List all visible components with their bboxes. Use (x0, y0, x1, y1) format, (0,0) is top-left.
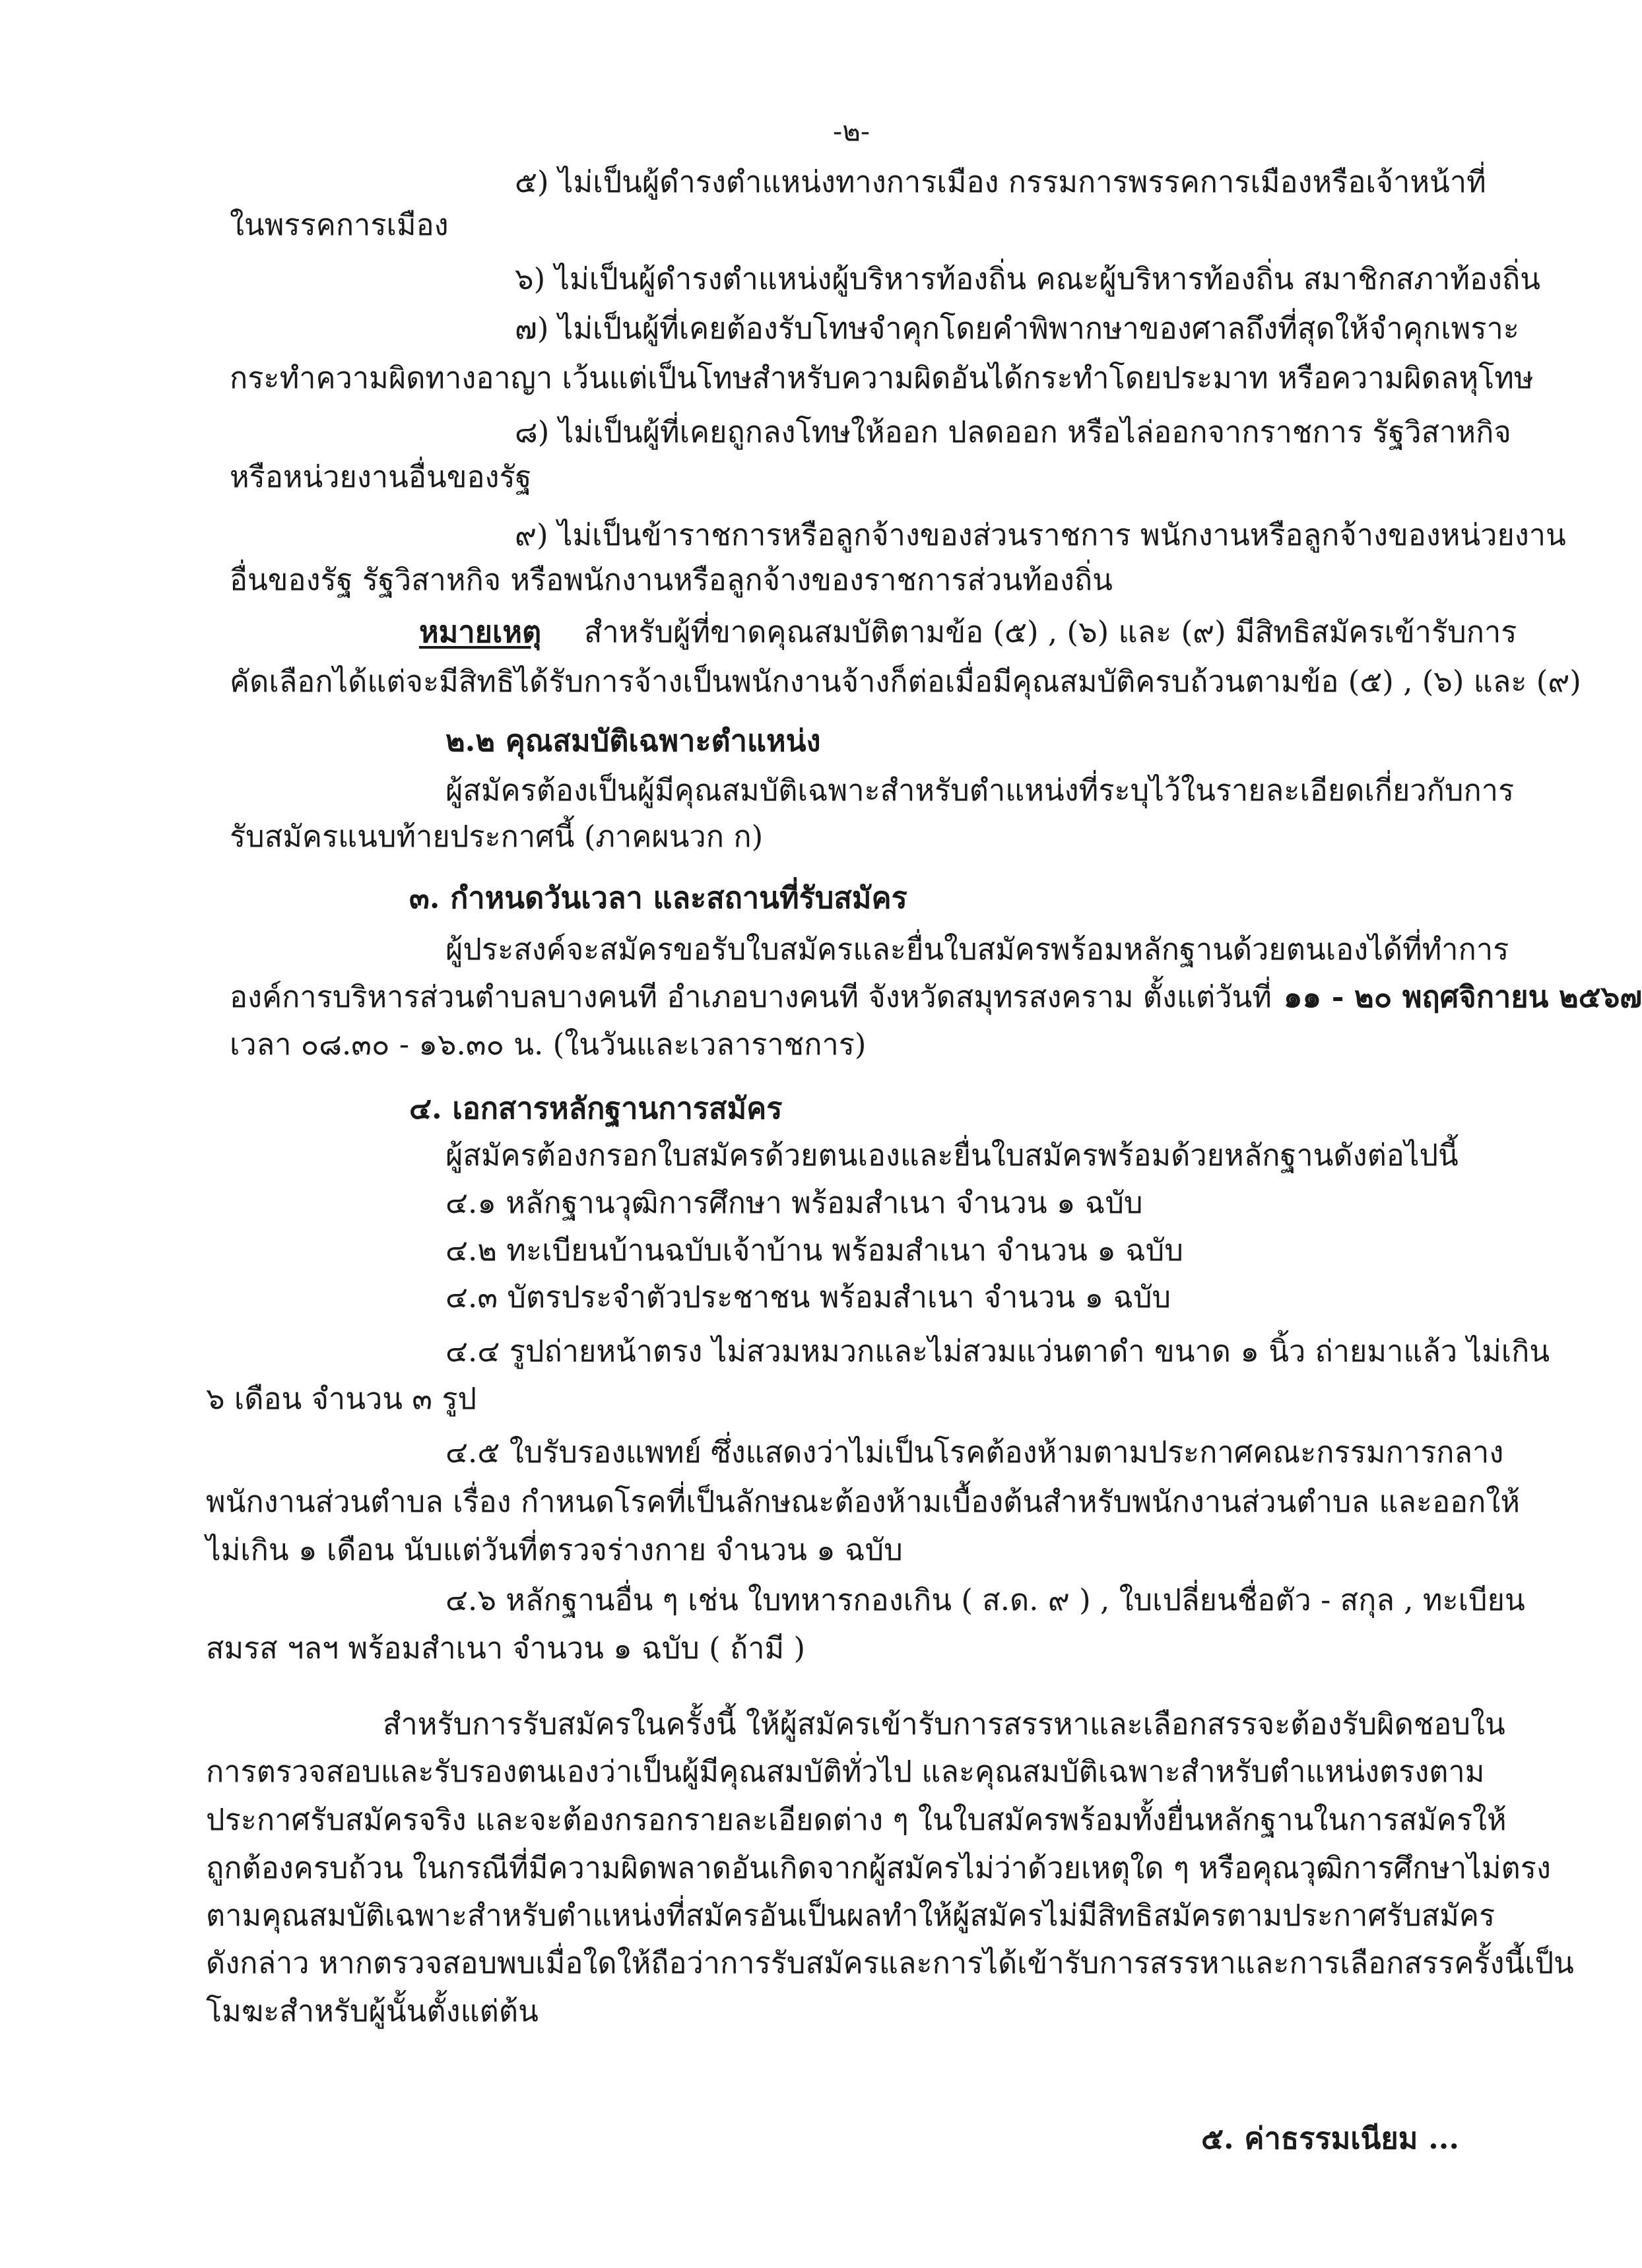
section-4-heading: ๔. เอกสารหลักฐานการสมัคร (409, 1091, 783, 1126)
qualification-item-9-line-1: ๙) ไม่เป็นข้าราชการหรือลูกจ้างของส่วนราชการ พนักงานหรือลูกจ้างของหน่วยงาน (515, 517, 1566, 552)
section-3-line-2 (230, 979, 1642, 1014)
note-line-1: สำหรับผู้ที่ขาดคุณสมบัติตามข้อ (๕) , (๖) และ (๙) มีสิทธิสมัครเข้ารับการ (584, 614, 1517, 649)
closing-line-4: ถูกต้องครบถ้วน ในกรณีที่มีความผิดพลาดอันเกิดจากผู้สมัครไม่ว่าด้วยเหตุใด ๆ หรือคุณวุฒิการศึกษาไม่ตรง (206, 1850, 1551, 1885)
closing-line-2: การตรวจสอบและรับรองตนเองว่าเป็นผู้มีคุณสมบัติทั่วไป และคุณสมบัติเฉพาะสำหรับตำแหน่งตรงตาม (206, 1754, 1485, 1789)
document-item-4-1: ๔.๑ หลักฐานวุฒิการศึกษา พร้อมสำเนา จำนวน ๑ ฉบับ (445, 1185, 1143, 1220)
page-number: -๒- (833, 115, 870, 147)
qualification-item-6: ๖) ไม่เป็นผู้ดำรงตำแหน่งผู้บริหารท้องถิ่น คณะผู้บริหารท้องถิ่น สมาชิกสภาท้องถิ่น (515, 261, 1540, 296)
qualification-item-9-line-2: อื่นของรัฐ รัฐวิสาหกิจ หรือพนักงานหรือลูกจ้างของราชการส่วนท้องถิ่น (230, 562, 1113, 597)
next-page-continuation: ๕. ค่าธรรมเนียม ... (1201, 2121, 1460, 2156)
section-3-line-3: เวลา ๐๘.๓๐ - ๑๖.๓๐ น. (ในวันและเวลาราชการ) (230, 1027, 867, 1062)
qualification-item-5-line-2: ในพรรคการเมือง (230, 207, 449, 242)
note-label: หมายเหตุ (419, 614, 542, 649)
application-dates: ๑๑ - ๒๐ พฤศจิกายน ๒๕๖๗ (1283, 979, 1642, 1014)
document-item-4-2: ๔.๒ ทะเบียนบ้านฉบับเจ้าบ้าน พร้อมสำเนา จำนวน ๑ ฉบับ (445, 1233, 1183, 1268)
document-item-4-4-line-2: ๖ เดือน จำนวน ๓ รูป (206, 1381, 477, 1416)
document-item-4-5-line-1: ๔.๕ ใบรับรองแพทย์ ซึ่งแสดงว่าไม่เป็นโรคต้องห้ามตามประกาศคณะกรรมการกลาง (445, 1435, 1504, 1470)
note-line-2: คัดเลือกได้แต่จะมีสิทธิได้รับการจ้างเป็นพนักงานจ้างก็ต่อเมื่อมีคุณสมบัติครบถ้วนตามข้อ (๕) , (๖) และ (๙) (230, 664, 1581, 699)
qualification-item-7-line-1: ๗) ไม่เป็นผู้ที่เคยต้องรับโทษจำคุกโดยคำพิพากษาของศาลถึงที่สุดให้จำคุกเพราะ (515, 311, 1519, 346)
closing-line-5: ตามคุณสมบัติเฉพาะสำหรับตำแหน่งที่สมัครอันเป็นผลทำให้ผู้สมัครไม่มีสิทธิสมัครตามประกาศรับสมัคร (206, 1898, 1495, 1933)
document-item-4-5-line-3: ไม่เกิน ๑ เดือน นับแต่วันที่ตรวจร่างกาย จำนวน ๑ ฉบับ (206, 1532, 903, 1567)
qualification-item-5-line-1: ๕) ไม่เป็นผู้ดำรงตำแหน่งทางการเมือง กรรมการพรรคการเมืองหรือเจ้าหน้าที่ (515, 164, 1486, 199)
closing-line-6: ดังกล่าว หากตรวจสอบพบเมื่อใดให้ถือว่าการรับสมัครและการได้เข้ารับการสรรหาและการเลือกสรรครั้งนี้เป็น (206, 1945, 1574, 1980)
document-item-4-3: ๔.๓ บัตรประจำตัวประชาชน พร้อมสำเนา จำนวน ๑ ฉบับ (445, 1280, 1171, 1314)
section-3-heading: ๓. กำหนดวันเวลา และสถานที่รับสมัคร (409, 880, 907, 915)
section-4-intro: ผู้สมัครต้องกรอกใบสมัครด้วยตนเองและยื่นใบสมัครพร้อมด้วยหลักฐานดังต่อไปนี้ (445, 1138, 1459, 1173)
qualification-item-7-line-2: กระทำความผิดทางอาญา เว้นแต่เป็นโทษสำหรับความผิดอันได้กระทำโดยประมาท หรือความผิดลหุโทษ (230, 360, 1534, 395)
section-2-2-heading: ๒.๒ คุณสมบัติเฉพาะตำแหน่ง (445, 723, 821, 758)
section-2-2-line-1: ผู้สมัครต้องเป็นผู้มีคุณสมบัติเฉพาะสำหรับตำแหน่งที่ระบุไว้ในรายละเอียดเกี่ยวกับการ (445, 773, 1515, 808)
qualification-item-8-line-2: หรือหน่วยงานอื่นของรัฐ (230, 459, 532, 494)
section-3-line-1: ผู้ประสงค์จะสมัครขอรับใบสมัครและยื่นใบสมัครพร้อมหลักฐานด้วยตนเองได้ที่ทำการ (445, 932, 1509, 967)
document-item-4-5-line-2: พนักงานส่วนตำบล เรื่อง กำหนดโรคที่เป็นลักษณะต้องห้ามเบื้องต้นสำหรับพนักงานส่วนตำบล และออกให้ (206, 1484, 1521, 1519)
document-item-4-6-line-2: สมรส ฯลฯ พร้อมสำเนา จำนวน ๑ ฉบับ ( ถ้ามี ) (206, 1631, 806, 1666)
closing-line-3: ประกาศรับสมัครจริง และจะต้องกรอกรายละเอียดต่าง ๆ ในใบสมัครพร้อมทั้งยื่นหลักฐานในการสมัครให้ (206, 1802, 1507, 1837)
qualification-item-8-line-1: ๘) ไม่เป็นผู้ที่เคยถูกลงโทษให้ออก ปลดออก หรือไล่ออกจากราชการ รัฐวิสาหกิจ (515, 414, 1511, 449)
document-item-4-6-line-1: ๔.๖ หลักฐานอื่น ๆ เช่น ใบทหารกองเกิน ( ส.ด. ๙ ) , ใบเปลี่ยนชื่อตัว - สกุล , ทะเบียน (445, 1582, 1525, 1617)
closing-line-7: โมฆะสำหรับผู้นั้นตั้งแต่ต้น (206, 1993, 539, 2028)
closing-line-1: สำหรับการรับสมัครในครั้งนี้ ให้ผู้สมัครเข้ารับการสรรหาและเลือกสรรจะต้องรับผิดชอบใน (383, 1706, 1505, 1741)
section-2-2-line-2: รับสมัครแนบท้ายประกาศนี้ (ภาคผนวก ก) (230, 819, 764, 854)
document-item-4-4-line-1: ๔.๔ รูปถ่ายหน้าตรง ไม่สวมหมวกและไม่สวมแว่นตาดำ ขนาด ๑ นิ้ว ถ่ายมาแล้ว ไม่เกิน (445, 1334, 1550, 1369)
section-3-line-2-text: องค์การบริหารส่วนตำบลบางคนที อำเภอบางคนที จังหวัดสมุทรสงคราม ตั้งแต่วันที่ (230, 979, 1272, 1014)
